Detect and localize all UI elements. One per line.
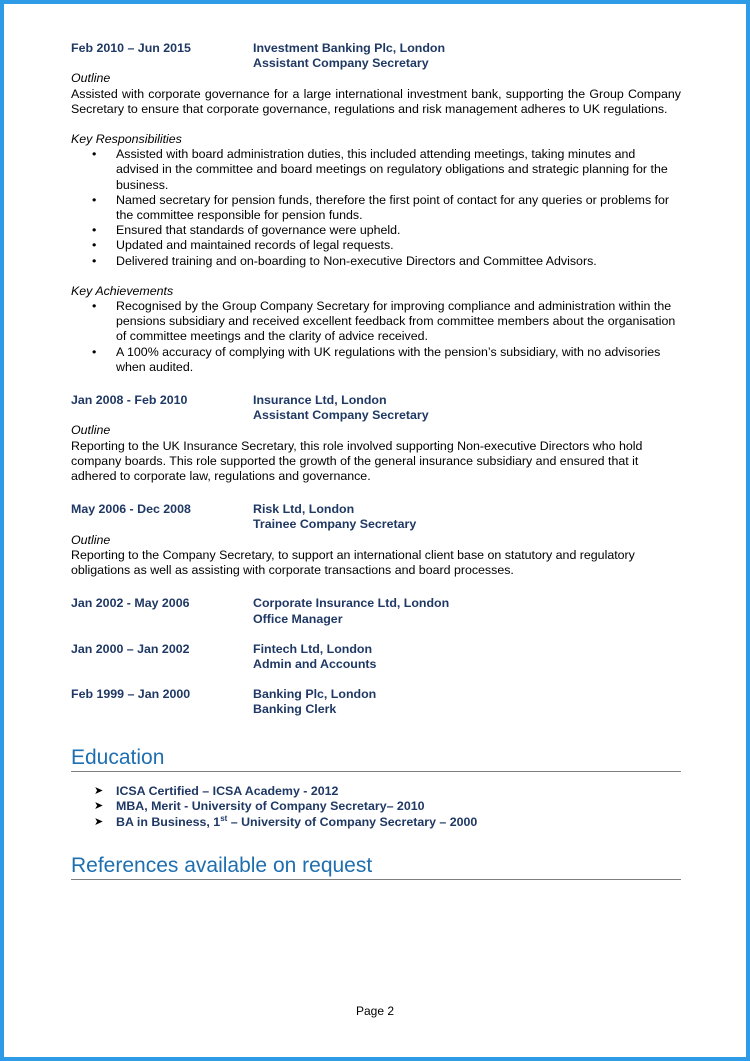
list-item: • A 100% accuracy of complying with UK regulations with the pension’s subsidiary, with no advisories when audited. bbox=[116, 345, 681, 375]
arrow-bullet-icon: ➤ bbox=[94, 800, 104, 813]
job-dates: Jan 2002 - May 2006 bbox=[71, 596, 190, 611]
job-company: Corporate Insurance Ltd, London bbox=[253, 596, 450, 611]
education-item-text: BA in Business, 1 bbox=[116, 814, 221, 829]
education-item-text: ICSA Certified – ICSA Academy - 2012 bbox=[116, 783, 339, 798]
job-header bbox=[71, 393, 681, 423]
job-title: Assistant Company Secretary bbox=[253, 56, 429, 71]
page-number: Page 2 bbox=[355, 1004, 395, 1018]
outline-label: Outline bbox=[71, 423, 111, 438]
arrow-bullet-icon: ➤ bbox=[94, 815, 104, 828]
job-titles bbox=[253, 393, 429, 423]
job-titles bbox=[253, 642, 376, 672]
job-title: Trainee Company Secretary bbox=[253, 517, 417, 532]
outline-label: Outline bbox=[71, 532, 111, 547]
job-company: Banking Plc, London bbox=[253, 687, 377, 702]
outline-text: Reporting to the UK Insurance Secretary, this role involved supporting Non-executive Directors who hold company boards. This role supported the growth of the general insurance subsidiary and ensured that it adhered to corporate law, regulations and governance. bbox=[71, 438, 643, 484]
list-item: • Recognised by the Group Company Secretary for improving compliance and administration within the pensions subsidiary and received excellent feedback from committee members about the organisation of committee meetings and the clarity of advice received. bbox=[116, 299, 681, 345]
achievements-section bbox=[71, 284, 681, 375]
job-title: Office Manager bbox=[253, 611, 343, 626]
job-dates: Feb 2010 – Jun 2015 bbox=[71, 41, 191, 55]
list-item: • Ensured that standards of governance were upheld. bbox=[116, 223, 681, 238]
job-entry bbox=[71, 687, 681, 717]
responsibilities-list bbox=[71, 147, 681, 269]
education-heading: Education bbox=[71, 746, 681, 772]
education-section bbox=[71, 746, 681, 831]
list-item: • Updated and maintained records of legal requests. bbox=[116, 238, 681, 253]
arrow-bullet-icon: ➤ bbox=[94, 784, 104, 797]
job-title: Assistant Company Secretary bbox=[253, 408, 429, 423]
list-item bbox=[94, 813, 681, 831]
responsibilities-label: Key Responsibilities bbox=[71, 132, 182, 147]
job-titles bbox=[253, 687, 376, 717]
achievements-list bbox=[71, 299, 681, 375]
list-item bbox=[94, 783, 681, 800]
job-entry bbox=[71, 642, 681, 672]
job-dates: Feb 1999 – Jan 2000 bbox=[71, 687, 191, 702]
job-titles bbox=[253, 41, 445, 71]
outline-label: Outline bbox=[71, 71, 111, 86]
job-dates: Jan 2008 - Feb 2010 bbox=[71, 393, 188, 408]
job-dates: May 2006 - Dec 2008 bbox=[71, 502, 191, 517]
references-section bbox=[71, 854, 681, 880]
job-entry bbox=[71, 502, 681, 578]
job-titles bbox=[253, 502, 416, 532]
references-heading: References available on request bbox=[71, 854, 681, 880]
education-list bbox=[71, 784, 681, 831]
job-entry bbox=[71, 393, 681, 484]
job-company: Insurance Ltd, London bbox=[253, 393, 387, 408]
job-entry bbox=[71, 41, 681, 375]
job-dates: Jan 2000 – Jan 2002 bbox=[71, 641, 190, 656]
list-item: • Assisted with board administration duties, this included attending meetings, taking minutes and advised in the committee and board meetings on regulatory obligations and strategic planning for the business. bbox=[116, 147, 681, 193]
job-company: Fintech Ltd, London bbox=[253, 641, 373, 656]
outline-text: Reporting to the Company Secretary, to support an international client base on statutory and regulatory obligations as well as assisting with corporate transactions and board processes. bbox=[71, 547, 635, 578]
list-item: • Delivered training and on-boarding to Non-executive Directors and Committee Advisors. bbox=[116, 254, 681, 269]
job-company: Risk Ltd, London bbox=[253, 502, 355, 517]
list-item bbox=[94, 799, 681, 815]
resume-content bbox=[71, 41, 681, 880]
outline-text: Assisted with corporate governance for a large international investment bank, supporting the Group Company Secretary to ensure that corporate governance, regulations and risk management adheres to UK regulations. bbox=[71, 86, 681, 116]
job-entry bbox=[71, 596, 681, 626]
responsibilities-section bbox=[71, 132, 681, 269]
job-titles bbox=[253, 596, 449, 626]
education-item-text: – University of Company Secretary – 2000 bbox=[227, 814, 478, 829]
education-item-text: MBA, Merit - University of Company Secretary– 2010 bbox=[116, 799, 425, 814]
list-item: • Named secretary for pension funds, therefore the first point of contact for any queries or problems for the committee responsible for pension funds. bbox=[116, 193, 681, 223]
job-header bbox=[71, 502, 681, 532]
job-header bbox=[71, 41, 681, 71]
ordinal-suffix: st bbox=[220, 813, 228, 823]
achievements-label: Key Achievements bbox=[71, 283, 174, 298]
job-title: Banking Clerk bbox=[253, 702, 337, 717]
job-title: Admin and Accounts bbox=[253, 656, 377, 671]
job-company: Investment Banking Plc, London bbox=[253, 41, 446, 55]
